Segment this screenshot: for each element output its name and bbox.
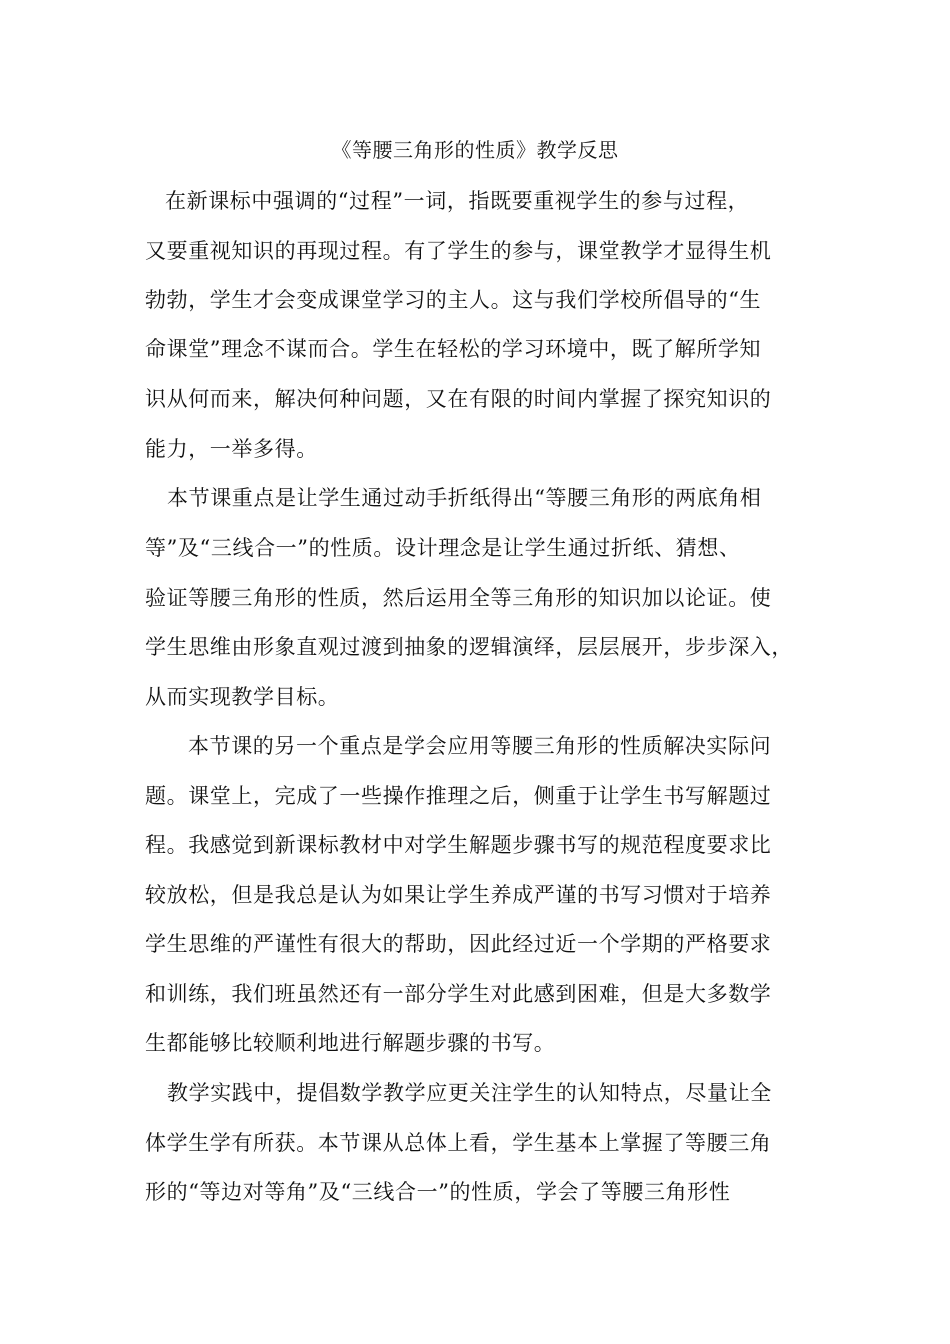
paragraph-3-line-6: 和训练，我们班虽然还有一部分学生对此感到困难，但是大多数学: [145, 982, 772, 1006]
paragraph-1-line-1: 在新课标中强调的“过程”一词，指既要重视学生的参与过程，: [165, 189, 750, 213]
paragraph-1-line-2: 又要重视知识的再现过程。有了学生的参与，课堂教学才显得生机: [145, 239, 772, 263]
document-title: 《等腰三角形的性质》教学反思: [331, 138, 619, 162]
paragraph-3-line-5: 学生思维的严谨性有很大的帮助，因此经过近一个学期的严格要求: [145, 932, 772, 956]
paragraph-3-line-4: 较放松，但是我总是认为如果让学生养成严谨的书写习惯对于培养: [145, 883, 772, 907]
paragraph-2-line-1: 本节课重点是让学生通过动手折纸得出“等腰三角形的两底角相: [167, 486, 762, 510]
paragraph-1-line-6: 能力，一举多得。: [145, 437, 318, 461]
paragraph-2-line-2: 等”及“三线合一”的性质。设计理念是让学生通过折纸、猜想、: [145, 536, 741, 560]
paragraph-2-line-4: 学生思维由形象直观过渡到抽象的逻辑演绎，层层展开，步步深入，: [145, 635, 793, 659]
paragraph-2-line-3: 验证等腰三角形的性质，然后运用全等三角形的知识加以论证。使: [145, 586, 772, 610]
paragraph-4-line-1: 教学实践中，提倡数学教学应更关注学生的认知特点，尽量让全: [167, 1081, 772, 1105]
paragraph-3-line-1: 本节课的另一个重点是学会应用等腰三角形的性质解决实际问: [188, 734, 772, 758]
paragraph-1-line-5: 识从何而来，解决何种问题，又在有限的时间内掌握了探究知识的: [145, 387, 772, 411]
paragraph-1-line-4: 命课堂”理念不谋而合。学生在轻松的学习环境中，既了解所学知: [145, 337, 762, 361]
paragraph-3-line-3: 程。我感觉到新课标教材中对学生解题步骤书写的规范程度要求比: [145, 833, 772, 857]
paragraph-1-line-3: 勃勃，学生才会变成课堂学习的主人。这与我们学校所倡导的“生: [145, 288, 762, 312]
paragraph-4-line-3: 形的“等边对等角”及“三线合一”的性质，学会了等腰三角形性: [145, 1180, 731, 1204]
paragraph-2-line-5: 从而实现教学目标。: [145, 685, 340, 709]
paragraph-4-line-2: 体学生学有所获。本节课从总体上看，学生基本上掌握了等腰三角: [145, 1131, 772, 1155]
paragraph-3-line-7: 生都能够比较顺利地进行解题步骤的书写。: [145, 1031, 556, 1055]
paragraph-3-line-2: 题。课堂上，完成了一些操作推理之后，侧重于让学生书写解题过: [145, 784, 772, 808]
